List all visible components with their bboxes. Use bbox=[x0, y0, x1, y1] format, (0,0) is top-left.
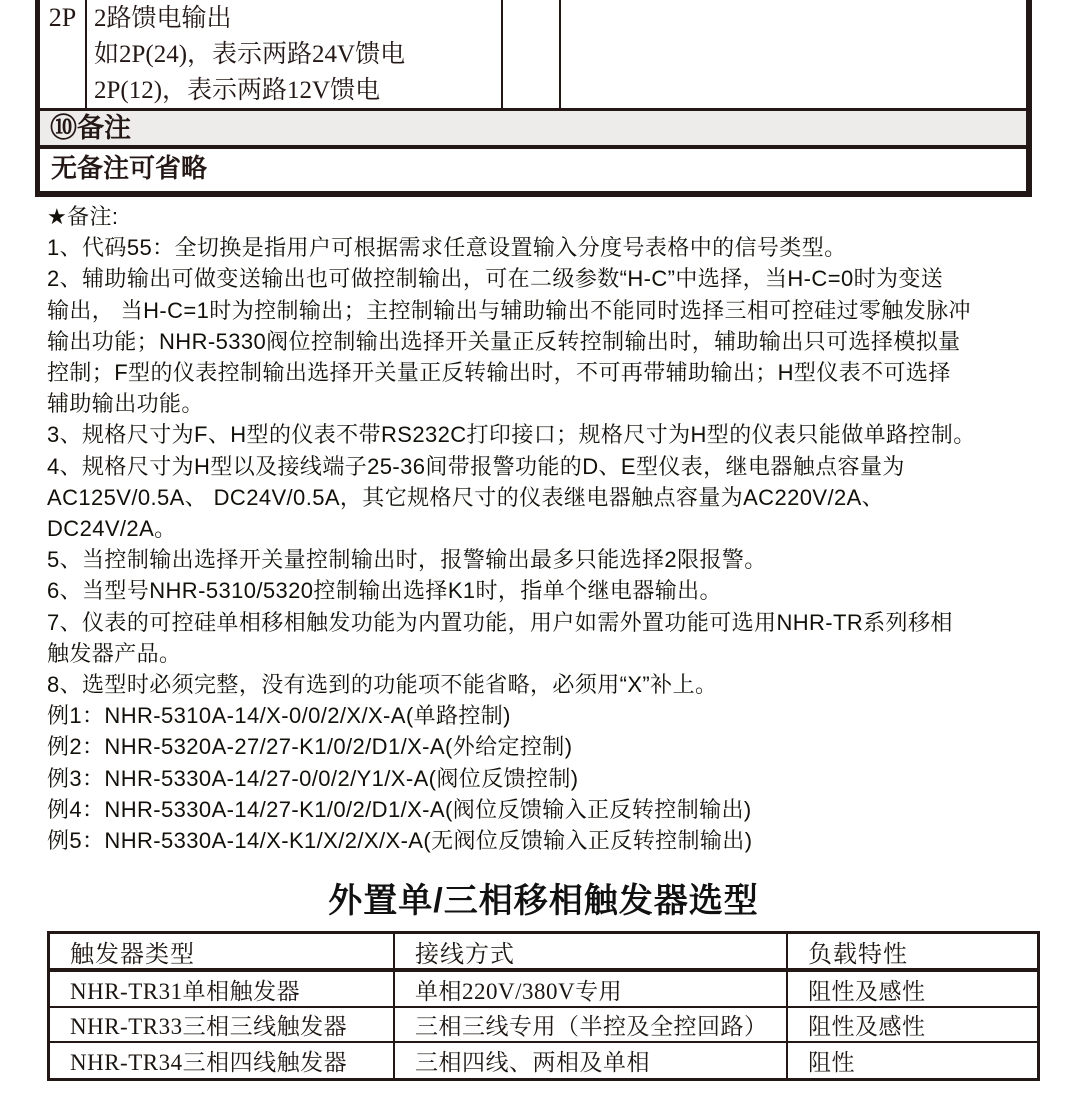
note-line: 2、辅助输出可做变送输出也可做控制输出，可在二级参数“H-C”中选择，当H-C=0时为变送 bbox=[47, 266, 944, 292]
note-example-line: 例2：NHR-5320A-27/27-K1/0/2/D1/X-A(外给定控制) bbox=[47, 734, 573, 760]
note-example-line: 例5：NHR-5330A-14/X-K1/X/2/X/X-A(无阀位反馈输入正反转控制输出) bbox=[47, 828, 753, 854]
note-example-line: 例3：NHR-5330A-14/27-0/0/2/Y1/X-A(阀位反馈控制) bbox=[47, 765, 579, 791]
cell-trigger-type: NHR-TR31单相触发器 bbox=[50, 972, 395, 1006]
trigger-selection-title: 外置单/三相移相触发器选型 bbox=[328, 882, 759, 920]
desc-line-1: 2路馈电输出 bbox=[94, 5, 232, 32]
note-line: 7、仪表的可控硅单相移相触发功能为内置功能，用户如需外置功能可选用NHR-TR系列移相 bbox=[47, 609, 953, 635]
empty-wide-cell bbox=[561, 0, 1026, 108]
header-wiring-mode: 接线方式 bbox=[395, 934, 788, 968]
note-line: 辅助输出功能。 bbox=[47, 391, 204, 417]
desc-line-3: 2P(12)，表示两路12V馈电 bbox=[94, 77, 381, 104]
note-line: 输出， 当H-C=1时为控制输出；主控制输出与辅助输出不能同时选择三相可控硅过零触发脉冲 bbox=[47, 297, 971, 323]
header-load-characteristic: 负载特性 bbox=[808, 940, 908, 968]
note-line: 6、当型号NHR-5310/5320控制输出选择K1时，指单个继电器输出。 bbox=[47, 578, 722, 604]
note-line: AC125V/0.5A、 DC24V/0.5A，其它规格尺寸的仪表继电器触点容量为AC220V/2A、 bbox=[47, 484, 885, 510]
cell-wiring-mode: 三相四线、两相及单相 bbox=[395, 1043, 788, 1078]
note-line: 8、选型时必须完整，没有选到的功能项不能省略，必须用“X”补上。 bbox=[47, 672, 718, 698]
trigger-selection-table bbox=[47, 931, 1040, 1081]
table-header-row bbox=[50, 934, 1037, 972]
note-line: 控制；F型的仪表控制输出选择开关量正反转输出时，不可再带辅助输出；H型仪表不可选择 bbox=[47, 360, 951, 386]
note-example-line: 例4：NHR-5330A-14/27-K1/0/2/D1/X-A(阀位反馈输入正反转控制输出) bbox=[47, 796, 752, 822]
desc-line-2: 如2P(24)，表示两路24V馈电 bbox=[94, 41, 406, 68]
table-row bbox=[50, 1043, 1037, 1078]
note-line: 4、规格尺寸为H型以及接线端子25-36间带报警功能的D、E型仪表，继电器触点容量为 bbox=[47, 453, 905, 479]
note-line: DC24V/2A。 bbox=[47, 516, 177, 542]
remark-section-header: ⑩备注 bbox=[40, 111, 1026, 149]
code-cell: 2P bbox=[40, 0, 87, 108]
cell-trigger-type: NHR-TR34三相四线触发器 bbox=[50, 1043, 395, 1078]
empty-narrow-cell bbox=[503, 0, 561, 108]
table-row bbox=[50, 972, 1037, 1008]
note-line: 1、代码55：全切换是指用户可根据需求任意设置输入分度号表格中的信号类型。 bbox=[47, 235, 847, 261]
note-line: ★备注: bbox=[47, 204, 119, 229]
note-example-line: 例1：NHR-5310A-14/X-0/0/2/X/X-A(单路控制) bbox=[47, 703, 511, 729]
note-line: 3、规格尺寸为F、H型的仪表不带RS232C打印接口；规格尺寸为H型的仪表只能做单路控制。 bbox=[47, 422, 976, 448]
table-row bbox=[50, 1008, 1037, 1043]
cell-trigger-type: NHR-TR33三相三线触发器 bbox=[50, 1008, 395, 1041]
cell-wiring-mode: 三相三线专用（半控及全控回路） bbox=[395, 1008, 788, 1041]
remark-notes bbox=[47, 201, 1057, 856]
ordering-code-table bbox=[35, 0, 1032, 197]
cell-load-characteristic: 阻性及感性 bbox=[808, 1014, 926, 1039]
header-trigger-type: 触发器类型 bbox=[50, 934, 395, 968]
note-line: 输出功能；NHR-5330阀位控制输出选择开关量正反转控制输出时，辅助输出只可选择模拟量 bbox=[47, 328, 961, 354]
remark-section-body: 无备注可省略 bbox=[51, 154, 208, 183]
note-line: 5、当控制输出选择开关量控制输出时，报警输出最多只能选择2限报警。 bbox=[47, 547, 767, 573]
cell-load-characteristic: 阻性 bbox=[808, 1050, 855, 1075]
feed-output-row bbox=[40, 0, 1026, 111]
code-description-cell bbox=[87, 0, 503, 108]
cell-load-characteristic: 阻性及感性 bbox=[808, 978, 926, 1004]
cell-wiring-mode: 单相220V/380V专用 bbox=[395, 972, 788, 1006]
note-line: 触发器产品。 bbox=[47, 640, 182, 666]
